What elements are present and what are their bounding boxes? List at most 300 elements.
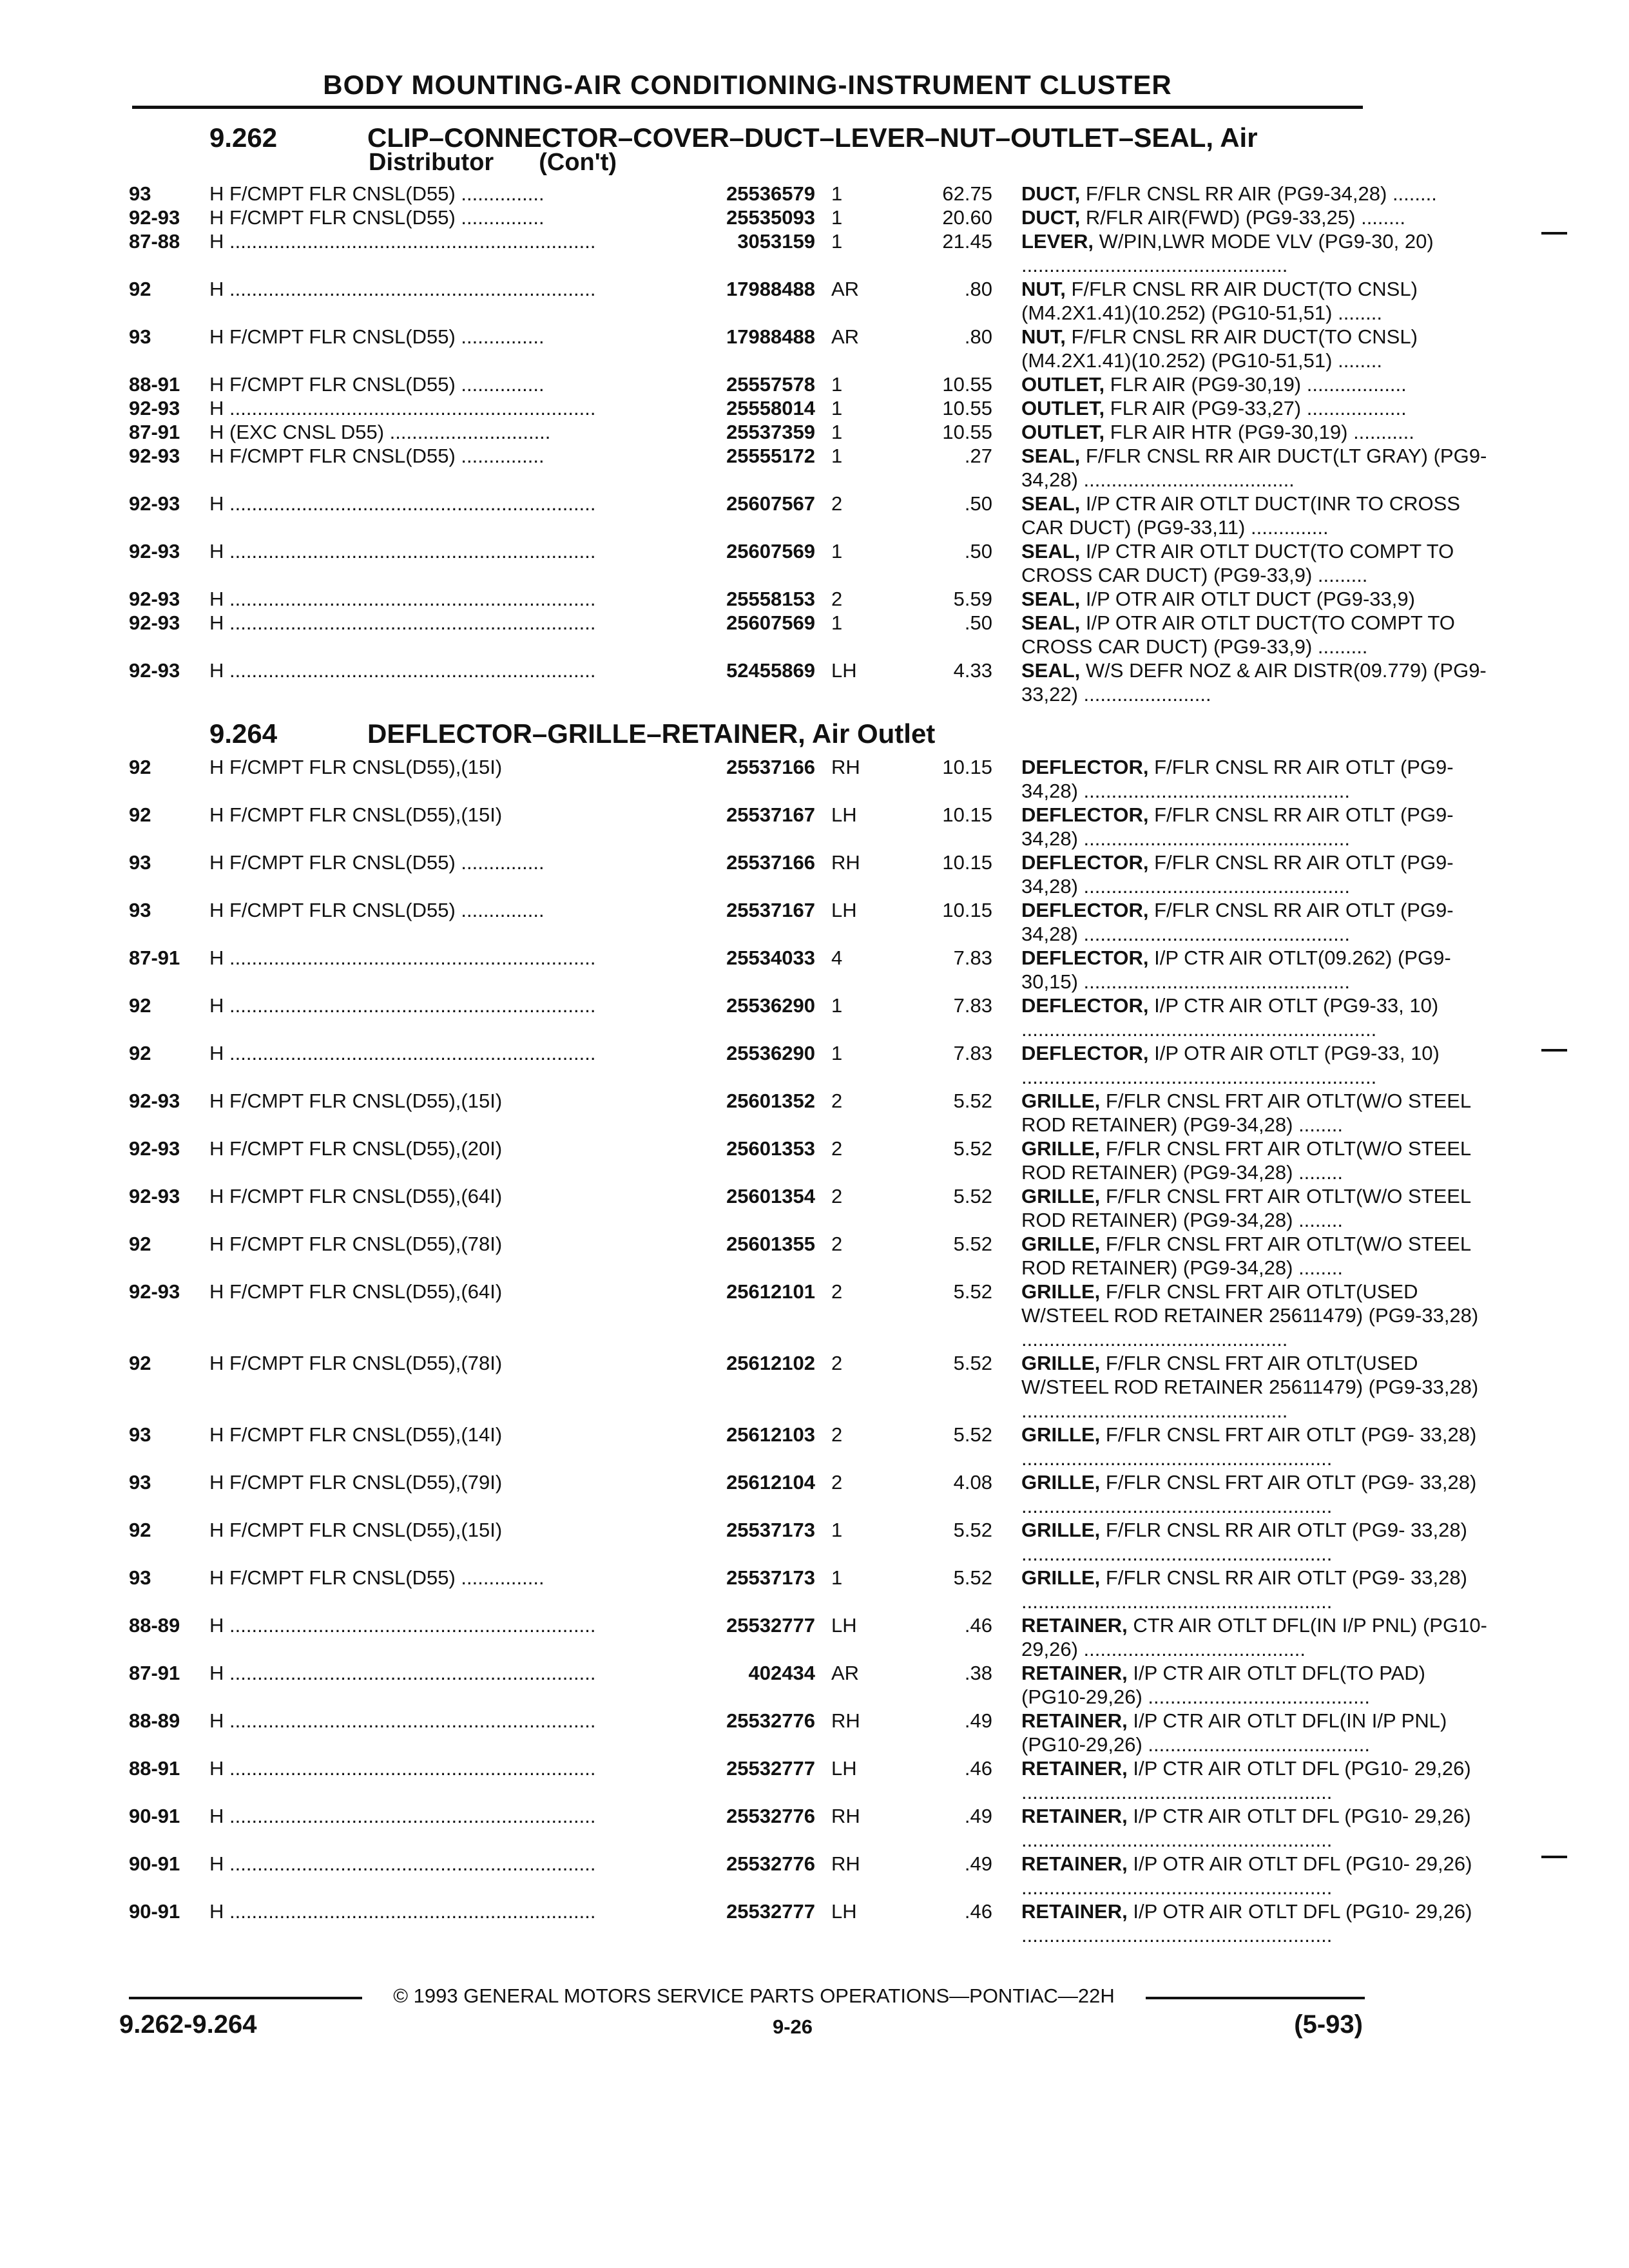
- part-number: 25607567: [726, 492, 815, 515]
- model-year: 92: [129, 1352, 151, 1374]
- application: H F/CMPT FLR CNSL(D55),(64I): [209, 1280, 503, 1303]
- quantity: 1: [831, 445, 843, 467]
- part-description: F/FLR CNSL FRT AIR OTLT(USED W/STEEL ROD RETAINER 25611479) (PG9-33,28) ................................................: [1021, 1280, 1479, 1350]
- application: H (EXC CNSL D55) .............................: [209, 421, 551, 443]
- quantity: 1: [831, 421, 843, 443]
- section-subtitle: [369, 149, 617, 175]
- model-year: 92-93: [129, 588, 180, 610]
- part-number: 25532776: [726, 1852, 815, 1875]
- part-description: I/P OTR AIR OTLT DUCT (PG9-33,9): [1085, 588, 1415, 610]
- table-row: [129, 396, 1407, 420]
- quantity: 1: [831, 1566, 843, 1589]
- description: [1021, 803, 1495, 850]
- part-number: 25558014: [726, 397, 815, 419]
- quantity: RH: [831, 756, 860, 778]
- part-name: RETAINER,: [1021, 1662, 1128, 1684]
- table-row: [129, 587, 1415, 611]
- part-description: I/P CTR AIR OTLT DFL (PG10- 29,26) ........................................................: [1021, 1757, 1471, 1803]
- price: .38: [964, 1662, 992, 1684]
- price: .49: [964, 1805, 992, 1827]
- application: H F/CMPT FLR CNSL(D55),(79I): [209, 1471, 503, 1494]
- description: [1021, 898, 1495, 946]
- part-description: I/P CTR AIR OTLT DUCT(TO COMPT TO CROSS CAR DUCT) (PG9-33,9) .........: [1021, 540, 1454, 586]
- model-year: 92: [129, 803, 151, 826]
- description: [1021, 182, 1495, 206]
- price: 4.08: [953, 1471, 992, 1494]
- part-number: 25537173: [726, 1519, 815, 1541]
- description: [1021, 1280, 1495, 1351]
- price: 10.55: [942, 397, 992, 419]
- part-name: DUCT,: [1021, 182, 1081, 205]
- part-description: F/FLR CNSL FRT AIR OTLT(W/O STEEL ROD RETAINER) (PG9-34,28) ........: [1021, 1137, 1471, 1184]
- section-title: CLIP–CONNECTOR–COVER–DUCT–LEVER–NUT–OUTLET–SEAL, Air: [367, 122, 1258, 153]
- part-number: 17988488: [726, 325, 815, 348]
- table-row: [129, 1899, 1472, 1947]
- quantity: LH: [831, 1900, 857, 1923]
- table-row: [129, 658, 1487, 706]
- part-description: F/FLR CNSL RR AIR (PG9-34,28) ........: [1085, 182, 1437, 205]
- part-name: DEFLECTOR,: [1021, 851, 1149, 874]
- part-name: RETAINER,: [1021, 1757, 1128, 1780]
- description: [1021, 1232, 1495, 1280]
- description: [1021, 850, 1495, 898]
- part-number: 25555172: [726, 445, 815, 467]
- part-number: 25536579: [726, 182, 815, 205]
- part-description: F/FLR CNSL FRT AIR OTLT (PG9- 33,28) ........................................................: [1021, 1423, 1477, 1470]
- part-name: SEAL,: [1021, 492, 1081, 515]
- description: [1021, 277, 1495, 325]
- table-row: [129, 1709, 1447, 1756]
- application: H F/CMPT FLR CNSL(D55),(64I): [209, 1185, 503, 1207]
- quantity: 1: [831, 182, 843, 205]
- price: 4.33: [953, 659, 992, 682]
- part-description: F/FLR CNSL FRT AIR OTLT(W/O STEEL ROD RETAINER) (PG9-34,28) ........: [1021, 1233, 1471, 1279]
- description: [1021, 1041, 1495, 1089]
- model-year: 90-91: [129, 1900, 180, 1923]
- parts-list-9-262: [129, 182, 1487, 706]
- page-number: 9-26: [772, 2015, 813, 2038]
- model-year: 92-93: [129, 1280, 180, 1303]
- quantity: 2: [831, 1137, 843, 1160]
- part-description: F/FLR CNSL FRT AIR OTLT(W/O STEEL ROD RETAINER) (PG9-34,28) ........: [1021, 1185, 1471, 1231]
- price: 10.15: [942, 851, 992, 874]
- part-description: F/FLR CNSL FRT AIR OTLT(USED W/STEEL ROD RETAINER 25611479) (PG9-33,28) ................................................: [1021, 1352, 1479, 1422]
- quantity: RH: [831, 1852, 860, 1875]
- part-number: 25536290: [726, 1042, 815, 1064]
- table-row: [129, 1613, 1487, 1661]
- model-year: 92-93: [129, 1185, 180, 1207]
- table-row: [129, 325, 1418, 372]
- table-row: [129, 898, 1454, 946]
- model-year: 92: [129, 994, 151, 1017]
- description: [1021, 1184, 1495, 1232]
- quantity: 1: [831, 540, 843, 562]
- part-description: I/P OTR AIR OTLT DFL (PG10- 29,26) ........................................................: [1021, 1900, 1472, 1946]
- part-number: 25537167: [726, 803, 815, 826]
- part-name: LEVER,: [1021, 230, 1094, 253]
- part-description: W/PIN,LWR MODE VLV (PG9-30, 20) ................................................: [1021, 230, 1434, 276]
- model-year: 92-93: [129, 611, 180, 634]
- part-description: F/FLR CNSL RR AIR DUCT(LT GRAY) (PG9-34,28) ......................................: [1021, 445, 1487, 491]
- application: H ..................................................................: [209, 230, 596, 253]
- quantity: 1: [831, 994, 843, 1017]
- table-row: [129, 1852, 1472, 1899]
- table-row: [129, 1756, 1471, 1804]
- application: H ..................................................................: [209, 1614, 596, 1637]
- part-name: DEFLECTOR,: [1021, 994, 1149, 1017]
- table-row: [129, 611, 1455, 658]
- table-row: [129, 182, 1437, 206]
- section-number: 9.264: [209, 718, 278, 749]
- part-name: GRILLE,: [1021, 1423, 1101, 1446]
- price: 62.75: [942, 182, 992, 205]
- table-row: [129, 229, 1434, 277]
- price: 5.52: [953, 1090, 992, 1112]
- part-name: SEAL,: [1021, 540, 1081, 562]
- part-number: 25532777: [726, 1757, 815, 1780]
- price: 5.52: [953, 1566, 992, 1589]
- table-row: [129, 539, 1454, 587]
- description: [1021, 229, 1495, 277]
- description: [1021, 1566, 1495, 1613]
- quantity: RH: [831, 1805, 860, 1827]
- table-row: [129, 1041, 1440, 1089]
- part-number: 17988488: [726, 278, 815, 300]
- description: [1021, 1661, 1495, 1709]
- part-name: GRILLE,: [1021, 1352, 1101, 1374]
- part-description: F/FLR CNSL FRT AIR OTLT(W/O STEEL ROD RETAINER) (PG9-34,28) ........: [1021, 1090, 1471, 1136]
- section-heading-9-264: [209, 720, 935, 748]
- model-year: 92: [129, 278, 151, 300]
- footer-rule-right: [1146, 1997, 1365, 1999]
- part-description: F/FLR CNSL RR AIR OTLT (PG9- 33,28) ........................................................: [1021, 1519, 1467, 1565]
- page-header: BODY MOUNTING-AIR CONDITIONING-INSTRUMENT CLUSTER: [323, 70, 1172, 100]
- price: .46: [964, 1900, 992, 1923]
- part-name: NUT,: [1021, 325, 1066, 348]
- part-number: 52455869: [726, 659, 815, 682]
- application: H F/CMPT FLR CNSL(D55),(78I): [209, 1352, 503, 1374]
- table-row: [129, 372, 1407, 396]
- part-number: 25537359: [726, 421, 815, 443]
- part-name: DEFLECTOR,: [1021, 899, 1149, 921]
- description: [1021, 1089, 1495, 1137]
- quantity: 2: [831, 1423, 843, 1446]
- application: H F/CMPT FLR CNSL(D55),(15I): [209, 1090, 503, 1112]
- model-year: 88-89: [129, 1709, 180, 1732]
- description: [1021, 587, 1495, 611]
- margin-tick: [1541, 1856, 1567, 1858]
- model-year: 92: [129, 1519, 151, 1541]
- application: H F/CMPT FLR CNSL(D55),(15I): [209, 803, 503, 826]
- part-name: GRILLE,: [1021, 1137, 1101, 1160]
- table-row: [129, 946, 1451, 994]
- quantity: 2: [831, 1352, 843, 1374]
- price: .80: [964, 278, 992, 300]
- model-year: 87-91: [129, 1662, 180, 1684]
- price: 5.52: [953, 1233, 992, 1255]
- model-year: 92-93: [129, 540, 180, 562]
- quantity: LH: [831, 803, 857, 826]
- table-row: [129, 803, 1454, 850]
- table-row: [129, 755, 1454, 803]
- application: H ..................................................................: [209, 994, 596, 1017]
- price: 5.52: [953, 1137, 992, 1160]
- quantity: 2: [831, 1233, 843, 1255]
- part-number: 25536290: [726, 994, 815, 1017]
- part-name: GRILLE,: [1021, 1090, 1101, 1112]
- quantity: 2: [831, 492, 843, 515]
- part-number: 402434: [748, 1662, 815, 1684]
- table-row: [129, 444, 1487, 492]
- quantity: 2: [831, 1185, 843, 1207]
- part-description: I/P CTR AIR OTLT(09.262) (PG9-30,15) ................................................: [1021, 947, 1451, 993]
- description: [1021, 1756, 1495, 1804]
- model-year: 92: [129, 1233, 151, 1255]
- part-description: I/P CTR AIR OTLT (PG9-33, 10) ................................................................: [1021, 994, 1439, 1041]
- section-number: 9.262: [209, 122, 278, 153]
- description: [1021, 1804, 1495, 1852]
- part-number: 25601352: [726, 1090, 815, 1112]
- price: .50: [964, 540, 992, 562]
- part-name: RETAINER,: [1021, 1614, 1128, 1637]
- part-name: SEAL,: [1021, 588, 1081, 610]
- application: H F/CMPT FLR CNSL(D55) ...............: [209, 206, 545, 229]
- model-year: 93: [129, 1423, 151, 1446]
- part-number: 25537173: [726, 1566, 815, 1589]
- quantity: LH: [831, 899, 857, 921]
- price: 7.83: [953, 947, 992, 969]
- table-row: [129, 1137, 1471, 1184]
- description: [1021, 755, 1495, 803]
- section-heading-9-262: [209, 124, 1258, 152]
- model-year: 93: [129, 1566, 151, 1589]
- application: H F/CMPT FLR CNSL(D55),(15I): [209, 1519, 503, 1541]
- price: .50: [964, 492, 992, 515]
- part-name: RETAINER,: [1021, 1900, 1128, 1923]
- parts-list-9-264: [129, 755, 1487, 1947]
- table-row: [129, 850, 1454, 898]
- application: H F/CMPT FLR CNSL(D55) ...............: [209, 182, 545, 205]
- quantity: AR: [831, 325, 860, 348]
- description: [1021, 1613, 1495, 1661]
- quantity: 1: [831, 373, 843, 396]
- part-name: GRILLE,: [1021, 1185, 1101, 1207]
- price: 7.83: [953, 994, 992, 1017]
- table-row: [129, 1423, 1477, 1470]
- description: [1021, 658, 1495, 706]
- quantity: LH: [831, 1614, 857, 1637]
- model-year: 88-91: [129, 1757, 180, 1780]
- model-year: 92: [129, 1042, 151, 1064]
- price: .46: [964, 1614, 992, 1637]
- model-year: 92-93: [129, 1137, 180, 1160]
- quantity: RH: [831, 851, 860, 874]
- price: .49: [964, 1709, 992, 1732]
- quantity: 1: [831, 611, 843, 634]
- description: [1021, 1351, 1495, 1423]
- description: [1021, 1852, 1495, 1899]
- price: 10.55: [942, 373, 992, 396]
- part-number: 25532776: [726, 1709, 815, 1732]
- model-year: 92-93: [129, 492, 180, 515]
- quantity: 1: [831, 230, 843, 253]
- table-row: [129, 277, 1418, 325]
- application: H F/CMPT FLR CNSL(D55) ...............: [209, 373, 545, 396]
- part-name: DUCT,: [1021, 206, 1081, 229]
- footer-rule-left: [129, 1997, 362, 1999]
- price: 10.15: [942, 803, 992, 826]
- application: H ..................................................................: [209, 1757, 596, 1780]
- table-row: [129, 1566, 1467, 1613]
- part-number: 25532777: [726, 1900, 815, 1923]
- table-row: [129, 1280, 1479, 1351]
- description: [1021, 946, 1495, 994]
- model-year: 87-91: [129, 421, 180, 443]
- application: H F/CMPT FLR CNSL(D55),(20I): [209, 1137, 503, 1160]
- model-year: 90-91: [129, 1805, 180, 1827]
- price: 10.15: [942, 756, 992, 778]
- part-description: I/P OTR AIR OTLT DFL (PG10- 29,26) ........................................................: [1021, 1852, 1472, 1899]
- application: H F/CMPT FLR CNSL(D55) ...............: [209, 445, 545, 467]
- quantity: LH: [831, 1757, 857, 1780]
- model-year: 90-91: [129, 1852, 180, 1875]
- part-name: OUTLET,: [1021, 397, 1105, 419]
- table-row: [129, 994, 1439, 1041]
- continued-label: (Con't): [539, 149, 617, 176]
- model-year: 92-93: [129, 1090, 180, 1112]
- part-description: W/S DEFR NOZ & AIR DISTR(09.779) (PG9-33,22) .......................: [1021, 659, 1487, 706]
- application: H F/CMPT FLR CNSL(D55),(78I): [209, 1233, 503, 1255]
- copyright-notice: © 1993 GENERAL MOTORS SERVICE PARTS OPERATIONS—PONTIAC—22H: [393, 1984, 1115, 2007]
- part-description: F/FLR CNSL RR AIR OTLT (PG9-34,28) ................................................: [1021, 756, 1454, 802]
- part-number: 25607569: [726, 611, 815, 634]
- price: 20.60: [942, 206, 992, 229]
- description: [1021, 539, 1495, 587]
- quantity: 2: [831, 1090, 843, 1112]
- part-number: 3053159: [737, 230, 815, 253]
- description: [1021, 994, 1495, 1041]
- part-name: OUTLET,: [1021, 373, 1105, 396]
- model-year: 92-93: [129, 206, 180, 229]
- part-number: 25534033: [726, 947, 815, 969]
- description: [1021, 325, 1495, 372]
- part-number: 25612101: [726, 1280, 815, 1303]
- quantity: 1: [831, 1042, 843, 1064]
- part-name: GRILLE,: [1021, 1233, 1101, 1255]
- quantity: 1: [831, 206, 843, 229]
- table-row: [129, 1804, 1471, 1852]
- application: H F/CMPT FLR CNSL(D55) ...............: [209, 851, 545, 874]
- part-name: DEFLECTOR,: [1021, 756, 1149, 778]
- model-year: 88-91: [129, 373, 180, 396]
- date-code: (5-93): [1294, 2010, 1363, 2039]
- part-name: SEAL,: [1021, 611, 1081, 634]
- part-name: OUTLET,: [1021, 421, 1105, 443]
- part-number: 25601355: [726, 1233, 815, 1255]
- part-name: SEAL,: [1021, 659, 1081, 682]
- price: 5.59: [953, 588, 992, 610]
- table-row: [129, 1184, 1471, 1232]
- description: [1021, 611, 1495, 658]
- part-number: 25537166: [726, 851, 815, 874]
- application: H F/CMPT FLR CNSL(D55) ...............: [209, 1566, 545, 1589]
- part-description: FLR AIR (PG9-33,27) ..................: [1110, 397, 1407, 419]
- part-name: DEFLECTOR,: [1021, 947, 1149, 969]
- quantity: 2: [831, 1471, 843, 1494]
- part-description: I/P OTR AIR OTLT DUCT(TO COMPT TO CROSS CAR DUCT) (PG9-33,9) .........: [1021, 611, 1455, 658]
- part-name: GRILLE,: [1021, 1566, 1101, 1589]
- table-row: [129, 1351, 1479, 1423]
- application: H ..................................................................: [209, 492, 596, 515]
- description: [1021, 396, 1495, 420]
- part-number: 25557578: [726, 373, 815, 396]
- part-description: F/FLR CNSL RR AIR OTLT (PG9-34,28) ................................................: [1021, 899, 1454, 945]
- part-description: F/FLR CNSL RR AIR OTLT (PG9-34,28) ................................................: [1021, 803, 1454, 850]
- section-subtitle-text: Distributor: [369, 149, 494, 176]
- price: .27: [964, 445, 992, 467]
- part-description: F/FLR CNSL RR AIR OTLT (PG9- 33,28) ........................................................: [1021, 1566, 1467, 1613]
- part-description: I/P CTR AIR OTLT DFL(TO PAD) (PG10-29,26) ........................................: [1021, 1662, 1425, 1708]
- part-description: F/FLR CNSL FRT AIR OTLT (PG9- 33,28) ........................................................: [1021, 1471, 1477, 1517]
- model-year: 93: [129, 1471, 151, 1494]
- application: H ..................................................................: [209, 1709, 596, 1732]
- application: H F/CMPT FLR CNSL(D55),(15I): [209, 756, 503, 778]
- part-name: NUT,: [1021, 278, 1066, 300]
- section-range: 9.262-9.264: [119, 2010, 257, 2039]
- model-year: 93: [129, 325, 151, 348]
- quantity: AR: [831, 1662, 860, 1684]
- part-description: F/FLR CNSL RR AIR DUCT(TO CNSL) (M4.2X1.41)(10.252) (PG10-51,51) ........: [1021, 325, 1418, 372]
- description: [1021, 1470, 1495, 1518]
- price: .50: [964, 611, 992, 634]
- header-rule: [132, 106, 1363, 109]
- application: H F/CMPT FLR CNSL(D55) ...............: [209, 325, 545, 348]
- description: [1021, 1899, 1495, 1947]
- model-year: 93: [129, 899, 151, 921]
- table-row: [129, 1661, 1425, 1709]
- description: [1021, 206, 1495, 229]
- model-year: 92: [129, 756, 151, 778]
- table-row: [129, 1089, 1471, 1137]
- application: H ..................................................................: [209, 1662, 596, 1684]
- price: 5.52: [953, 1519, 992, 1541]
- part-description: I/P CTR AIR OTLT DFL (PG10- 29,26) ........................................................: [1021, 1805, 1471, 1851]
- price: .49: [964, 1852, 992, 1875]
- margin-tick: [1541, 232, 1567, 235]
- application: H F/CMPT FLR CNSL(D55),(14I): [209, 1423, 503, 1446]
- quantity: 2: [831, 588, 843, 610]
- part-number: 25607569: [726, 540, 815, 562]
- price: 10.55: [942, 421, 992, 443]
- application: H ..................................................................: [209, 947, 596, 969]
- application: H ..................................................................: [209, 1042, 596, 1064]
- part-number: 25601353: [726, 1137, 815, 1160]
- description: [1021, 492, 1495, 539]
- application: H ..................................................................: [209, 397, 596, 419]
- application: H ..................................................................: [209, 1805, 596, 1827]
- part-description: F/FLR CNSL RR AIR DUCT(TO CNSL) (M4.2X1.41)(10.252) (PG10-51,51) ........: [1021, 278, 1418, 324]
- part-name: RETAINER,: [1021, 1805, 1128, 1827]
- application: H ..................................................................: [209, 611, 596, 634]
- application: H ..................................................................: [209, 1900, 596, 1923]
- table-row: [129, 1518, 1467, 1566]
- part-name: GRILLE,: [1021, 1519, 1101, 1541]
- model-year: 88-89: [129, 1614, 180, 1637]
- quantity: AR: [831, 278, 860, 300]
- application: H ..................................................................: [209, 278, 596, 300]
- description: [1021, 372, 1495, 396]
- model-year: 92-93: [129, 397, 180, 419]
